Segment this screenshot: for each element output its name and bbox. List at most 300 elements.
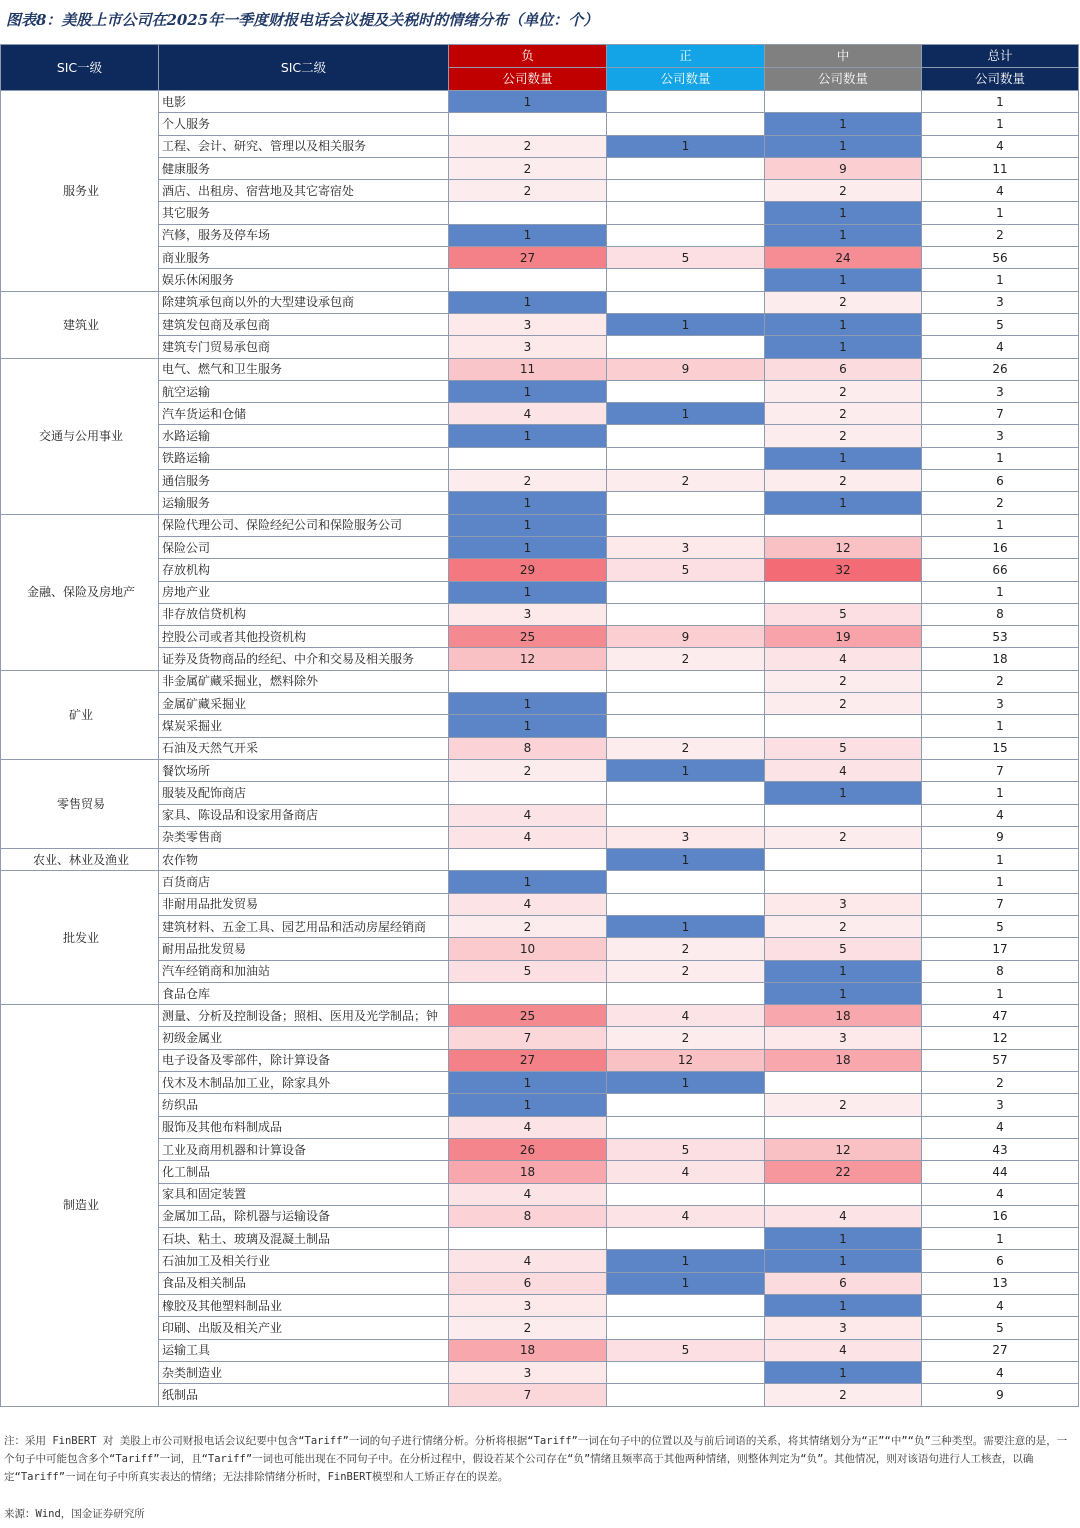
- positive-count-cell: 2: [607, 737, 765, 759]
- table-row: [1, 1138, 1079, 1160]
- table-row: [1, 871, 1079, 893]
- table-row: [1, 470, 1079, 492]
- positive-count-cell: [607, 1094, 765, 1116]
- table-row: [1, 1161, 1079, 1183]
- total-count-cell: 6: [922, 470, 1079, 492]
- table-row: [1, 202, 1079, 224]
- neutral-count-cell: 2: [765, 826, 922, 848]
- table-row: [1, 804, 1079, 826]
- positive-count-cell: [607, 1228, 765, 1250]
- sic2-cell: 纸制品: [159, 1384, 449, 1406]
- table-row: [1, 313, 1079, 335]
- neutral-count-cell: 1: [765, 135, 922, 157]
- sic2-cell: 餐饮场所: [159, 759, 449, 781]
- total-count-cell: 9: [922, 1384, 1079, 1406]
- total-count-cell: 7: [922, 403, 1079, 425]
- table-row: [1, 603, 1079, 625]
- sic2-cell: 食品及相关制品: [159, 1272, 449, 1294]
- negative-count-cell: 12: [449, 648, 607, 670]
- positive-count-cell: 2: [607, 1027, 765, 1049]
- table-row: [1, 581, 1079, 603]
- total-count-cell: 5: [922, 313, 1079, 335]
- table-row: [1, 938, 1079, 960]
- negative-count-cell: 4: [449, 1250, 607, 1272]
- table-row: [1, 782, 1079, 804]
- sic2-cell: 服饰及其他布料制成品: [159, 1116, 449, 1138]
- sic2-cell: 房地产业: [159, 581, 449, 603]
- total-count-cell: 1: [922, 982, 1079, 1004]
- table-row: [1, 715, 1079, 737]
- sic2-cell: 电气、燃气和卫生服务: [159, 358, 449, 380]
- table-row: [1, 403, 1079, 425]
- negative-count-cell: 2: [449, 759, 607, 781]
- sic2-cell: 电子设备及零部件，除计算设备: [159, 1049, 449, 1071]
- positive-count-cell: [607, 1295, 765, 1317]
- table-row: [1, 648, 1079, 670]
- neutral-count-cell: 1: [765, 224, 922, 246]
- neutral-count-cell: 9: [765, 157, 922, 179]
- sic2-cell: 测量、分析及控制设备；照相、医用及光学制品；钟: [159, 1005, 449, 1027]
- total-count-cell: 7: [922, 759, 1079, 781]
- neutral-count-cell: 2: [765, 180, 922, 202]
- total-count-cell: 4: [922, 804, 1079, 826]
- total-count-cell: 8: [922, 960, 1079, 982]
- negative-count-cell: 4: [449, 826, 607, 848]
- positive-count-cell: [607, 804, 765, 826]
- negative-count-cell: 1: [449, 536, 607, 558]
- total-count-cell: 2: [922, 224, 1079, 246]
- positive-count-cell: [607, 224, 765, 246]
- table-row: [1, 759, 1079, 781]
- negative-count-cell: [449, 782, 607, 804]
- neutral-count-cell: 4: [765, 648, 922, 670]
- negative-count-cell: 8: [449, 737, 607, 759]
- positive-count-cell: [607, 1183, 765, 1205]
- negative-count-cell: 18: [449, 1339, 607, 1361]
- footnote: 注：采用 FinBERT 对 美股上市公司财报电话会议纪要中包含“Tariff”一词的句子进行情绪分析。分析将根据“Tariff”一词在句子中的位置以及与前后词语的关系，将其情绪划分为“正”“中”“负”三种类型。需要注意的是，一个句子中可能包含多个“Tariff”一词，且“Tariff”一词也可能出现在不同句子中。在分析过程中，假设若某个公司存在“负”情绪且频率高于其他两种情绪，则整体判定为“负”。其他情况，则对该语句进行人工核查，以确定“Tariff”一词在句子中所真实表达的情绪；无法排除情绪分析时，FinBERT模型和人工矫正存在的误差。: [4, 1435, 1068, 1483]
- table-row: [1, 358, 1079, 380]
- positive-count-cell: [607, 1384, 765, 1406]
- neutral-count-cell: 6: [765, 358, 922, 380]
- sic2-cell: 酒店、出租房、宿营地及其它寄宿处: [159, 180, 449, 202]
- total-count-cell: 15: [922, 737, 1079, 759]
- neutral-count-cell: 6: [765, 1272, 922, 1294]
- negative-count-cell: 1: [449, 425, 607, 447]
- total-count-cell: 4: [922, 336, 1079, 358]
- neutral-count-cell: [765, 514, 922, 536]
- negative-count-cell: 4: [449, 403, 607, 425]
- negative-count-cell: 5: [449, 960, 607, 982]
- sic2-cell: 石块、粘土、玻璃及混凝土制品: [159, 1228, 449, 1250]
- negative-count-cell: 3: [449, 336, 607, 358]
- header-positive: 正: [607, 45, 765, 68]
- total-count-cell: 7: [922, 893, 1079, 915]
- sic2-cell: 服装及配饰商店: [159, 782, 449, 804]
- positive-count-cell: [607, 693, 765, 715]
- negative-count-cell: 1: [449, 581, 607, 603]
- positive-count-cell: 1: [607, 915, 765, 937]
- neutral-count-cell: 32: [765, 559, 922, 581]
- header-negative: 负: [449, 45, 607, 68]
- positive-count-cell: 1: [607, 1250, 765, 1272]
- neutral-count-cell: 4: [765, 1339, 922, 1361]
- neutral-count-cell: 5: [765, 603, 922, 625]
- sic1-cell: 金融、保险及房地产: [1, 514, 159, 670]
- negative-count-cell: 18: [449, 1161, 607, 1183]
- sic1-cell: 批发业: [1, 871, 159, 1005]
- neutral-count-cell: 1: [765, 1361, 922, 1383]
- negative-count-cell: 3: [449, 1361, 607, 1383]
- subheader-positive-count: 公司数量: [607, 68, 765, 91]
- neutral-count-cell: 1: [765, 269, 922, 291]
- negative-count-cell: [449, 1228, 607, 1250]
- total-count-cell: 1: [922, 849, 1079, 871]
- positive-count-cell: [607, 670, 765, 692]
- total-count-cell: 1: [922, 581, 1079, 603]
- neutral-count-cell: 18: [765, 1005, 922, 1027]
- table-row: [1, 113, 1079, 135]
- total-count-cell: 9: [922, 826, 1079, 848]
- table-row: [1, 1384, 1079, 1406]
- total-count-cell: 5: [922, 1317, 1079, 1339]
- positive-count-cell: [607, 447, 765, 469]
- sic2-cell: 除建筑承包商以外的大型建设承包商: [159, 291, 449, 313]
- sic2-cell: 农作物: [159, 849, 449, 871]
- sic2-cell: 家具、陈设品和设家用备商店: [159, 804, 449, 826]
- total-count-cell: 3: [922, 425, 1079, 447]
- neutral-count-cell: 1: [765, 1250, 922, 1272]
- table-row: [1, 1250, 1079, 1272]
- negative-count-cell: 2: [449, 157, 607, 179]
- total-count-cell: 3: [922, 291, 1079, 313]
- table-row: [1, 1116, 1079, 1138]
- table-row: [1, 849, 1079, 871]
- table-row: [1, 1228, 1079, 1250]
- negative-count-cell: 1: [449, 91, 607, 113]
- sic2-cell: 运输服务: [159, 492, 449, 514]
- neutral-count-cell: 12: [765, 1138, 922, 1160]
- table-row: [1, 982, 1079, 1004]
- sic1-cell: 制造业: [1, 1005, 159, 1406]
- total-count-cell: 5: [922, 915, 1079, 937]
- neutral-count-cell: [765, 849, 922, 871]
- sic2-cell: 杂类零售商: [159, 826, 449, 848]
- sic2-cell: 铁路运输: [159, 447, 449, 469]
- negative-count-cell: 1: [449, 1094, 607, 1116]
- sic2-cell: 伐木及木制品加工业，除家具外: [159, 1072, 449, 1094]
- positive-count-cell: [607, 202, 765, 224]
- subheader-neutral-count: 公司数量: [765, 68, 922, 91]
- total-count-cell: 26: [922, 358, 1079, 380]
- positive-count-cell: [607, 91, 765, 113]
- total-count-cell: 4: [922, 180, 1079, 202]
- sic1-cell: 矿业: [1, 670, 159, 759]
- positive-count-cell: [607, 893, 765, 915]
- positive-count-cell: 1: [607, 135, 765, 157]
- sic2-cell: 汽车经销商和加油站: [159, 960, 449, 982]
- negative-count-cell: 25: [449, 1005, 607, 1027]
- total-count-cell: 3: [922, 693, 1079, 715]
- sic2-cell: 非耐用品批发贸易: [159, 893, 449, 915]
- total-count-cell: 4: [922, 1361, 1079, 1383]
- header-sic2: SIC二级: [159, 45, 449, 91]
- total-count-cell: 56: [922, 247, 1079, 269]
- table-row: [1, 380, 1079, 402]
- total-count-cell: 43: [922, 1138, 1079, 1160]
- table-row: [1, 1272, 1079, 1294]
- total-count-cell: 16: [922, 1205, 1079, 1227]
- neutral-count-cell: [765, 1116, 922, 1138]
- sic1-cell: 零售贸易: [1, 759, 159, 848]
- table-row: [1, 893, 1079, 915]
- neutral-count-cell: 2: [765, 470, 922, 492]
- table-row: [1, 1339, 1079, 1361]
- negative-count-cell: 27: [449, 1049, 607, 1071]
- header-neutral: 中: [765, 45, 922, 68]
- positive-count-cell: 2: [607, 938, 765, 960]
- negative-count-cell: 3: [449, 1295, 607, 1317]
- total-count-cell: 8: [922, 603, 1079, 625]
- table-row: [1, 269, 1079, 291]
- sic2-cell: 其它服务: [159, 202, 449, 224]
- table-row: [1, 670, 1079, 692]
- negative-count-cell: [449, 849, 607, 871]
- positive-count-cell: [607, 180, 765, 202]
- table-row: [1, 291, 1079, 313]
- total-count-cell: 2: [922, 670, 1079, 692]
- negative-count-cell: 1: [449, 492, 607, 514]
- neutral-count-cell: [765, 1072, 922, 1094]
- sic2-cell: 控股公司或者其他投资机构: [159, 626, 449, 648]
- table-row: [1, 1072, 1079, 1094]
- positive-count-cell: 5: [607, 559, 765, 581]
- sic2-cell: 水路运输: [159, 425, 449, 447]
- neutral-count-cell: 22: [765, 1161, 922, 1183]
- positive-count-cell: 5: [607, 1138, 765, 1160]
- neutral-count-cell: [765, 871, 922, 893]
- total-count-cell: 1: [922, 113, 1079, 135]
- negative-count-cell: 1: [449, 693, 607, 715]
- neutral-count-cell: 1: [765, 336, 922, 358]
- total-count-cell: 47: [922, 1005, 1079, 1027]
- source-line: 来源：Wind，国金证券研究所: [4, 1508, 145, 1520]
- table-row: [1, 1205, 1079, 1227]
- sic2-cell: 电影: [159, 91, 449, 113]
- positive-count-cell: [607, 157, 765, 179]
- positive-count-cell: [607, 1116, 765, 1138]
- positive-count-cell: 3: [607, 536, 765, 558]
- sentiment-table: [0, 44, 1079, 1407]
- sic2-cell: 纺织品: [159, 1094, 449, 1116]
- negative-count-cell: 2: [449, 470, 607, 492]
- total-count-cell: 4: [922, 1295, 1079, 1317]
- sic2-cell: 工业及商用机器和计算设备: [159, 1138, 449, 1160]
- total-count-cell: 13: [922, 1272, 1079, 1294]
- table-body: [1, 91, 1079, 1407]
- total-count-cell: 4: [922, 1183, 1079, 1205]
- neutral-count-cell: 2: [765, 1094, 922, 1116]
- subheader-negative-count: 公司数量: [449, 68, 607, 91]
- sic2-cell: 食品仓库: [159, 982, 449, 1004]
- total-count-cell: 1: [922, 782, 1079, 804]
- neutral-count-cell: 18: [765, 1049, 922, 1071]
- sic2-cell: 家具和固定装置: [159, 1183, 449, 1205]
- negative-count-cell: [449, 447, 607, 469]
- neutral-count-cell: [765, 581, 922, 603]
- table-row: [1, 1295, 1079, 1317]
- positive-count-cell: [607, 1361, 765, 1383]
- table-row: [1, 247, 1079, 269]
- sic2-cell: 娱乐休闲服务: [159, 269, 449, 291]
- sic2-cell: 非金属矿藏采掘业，燃料除外: [159, 670, 449, 692]
- sic1-cell: 服务业: [1, 91, 159, 292]
- table-row: [1, 1027, 1079, 1049]
- negative-count-cell: 11: [449, 358, 607, 380]
- table-row: [1, 447, 1079, 469]
- sic2-cell: 金属矿藏采掘业: [159, 693, 449, 715]
- table-row: [1, 915, 1079, 937]
- table-row: [1, 626, 1079, 648]
- neutral-count-cell: 1: [765, 782, 922, 804]
- total-count-cell: 57: [922, 1049, 1079, 1071]
- total-count-cell: 44: [922, 1161, 1079, 1183]
- positive-count-cell: [607, 425, 765, 447]
- total-count-cell: 3: [922, 380, 1079, 402]
- positive-count-cell: 5: [607, 247, 765, 269]
- sic1-cell: 建筑业: [1, 291, 159, 358]
- negative-count-cell: 2: [449, 915, 607, 937]
- neutral-count-cell: 2: [765, 380, 922, 402]
- total-count-cell: 1: [922, 514, 1079, 536]
- table-row: [1, 425, 1079, 447]
- negative-count-cell: 1: [449, 871, 607, 893]
- total-count-cell: 12: [922, 1027, 1079, 1049]
- sic2-cell: 个人服务: [159, 113, 449, 135]
- neutral-count-cell: 1: [765, 1295, 922, 1317]
- neutral-count-cell: 1: [765, 982, 922, 1004]
- neutral-count-cell: 1: [765, 492, 922, 514]
- negative-count-cell: [449, 269, 607, 291]
- neutral-count-cell: 4: [765, 1205, 922, 1227]
- sic2-cell: 保险公司: [159, 536, 449, 558]
- neutral-count-cell: 3: [765, 1317, 922, 1339]
- total-count-cell: 4: [922, 1116, 1079, 1138]
- total-count-cell: 53: [922, 626, 1079, 648]
- neutral-count-cell: 2: [765, 915, 922, 937]
- negative-count-cell: 3: [449, 603, 607, 625]
- figure-title: 图表8：美股上市公司在2025年一季度财报电话会议提及关税时的情绪分布（单位：个）: [6, 11, 599, 29]
- positive-count-cell: 2: [607, 960, 765, 982]
- positive-count-cell: 2: [607, 470, 765, 492]
- sic2-cell: 非存放信贷机构: [159, 603, 449, 625]
- positive-count-cell: [607, 291, 765, 313]
- positive-count-cell: [607, 982, 765, 1004]
- negative-count-cell: 1: [449, 715, 607, 737]
- negative-count-cell: [449, 113, 607, 135]
- sic2-cell: 汽车货运和仓储: [159, 403, 449, 425]
- negative-count-cell: 2: [449, 180, 607, 202]
- positive-count-cell: [607, 782, 765, 804]
- table-row: [1, 1361, 1079, 1383]
- table-row: [1, 1094, 1079, 1116]
- neutral-count-cell: 4: [765, 759, 922, 781]
- sic2-cell: 耐用品批发贸易: [159, 938, 449, 960]
- table-row: [1, 737, 1079, 759]
- positive-count-cell: [607, 336, 765, 358]
- positive-count-cell: 1: [607, 403, 765, 425]
- total-count-cell: 4: [922, 135, 1079, 157]
- sic2-cell: 初级金属业: [159, 1027, 449, 1049]
- positive-count-cell: 1: [607, 759, 765, 781]
- negative-count-cell: 2: [449, 1317, 607, 1339]
- sic2-cell: 存放机构: [159, 559, 449, 581]
- subheader-total-count: 公司数量: [922, 68, 1079, 91]
- negative-count-cell: 25: [449, 626, 607, 648]
- positive-count-cell: 4: [607, 1005, 765, 1027]
- total-count-cell: 1: [922, 202, 1079, 224]
- table-row: [1, 826, 1079, 848]
- table-row: [1, 1317, 1079, 1339]
- neutral-count-cell: [765, 715, 922, 737]
- negative-count-cell: 7: [449, 1027, 607, 1049]
- positive-count-cell: [607, 603, 765, 625]
- sic2-cell: 建筑发包商及承包商: [159, 313, 449, 335]
- total-count-cell: 11: [922, 157, 1079, 179]
- negative-count-cell: 4: [449, 1183, 607, 1205]
- neutral-count-cell: 3: [765, 893, 922, 915]
- negative-count-cell: 6: [449, 1272, 607, 1294]
- neutral-count-cell: 1: [765, 202, 922, 224]
- table-row: [1, 180, 1079, 202]
- table-row: [1, 91, 1079, 113]
- sic2-cell: 煤炭采掘业: [159, 715, 449, 737]
- positive-count-cell: [607, 380, 765, 402]
- positive-count-cell: [607, 514, 765, 536]
- neutral-count-cell: 5: [765, 938, 922, 960]
- sic2-cell: 航空运输: [159, 380, 449, 402]
- positive-count-cell: [607, 1317, 765, 1339]
- negative-count-cell: 26: [449, 1138, 607, 1160]
- negative-count-cell: [449, 670, 607, 692]
- neutral-count-cell: 1: [765, 313, 922, 335]
- neutral-count-cell: 2: [765, 1384, 922, 1406]
- neutral-count-cell: [765, 804, 922, 826]
- sic2-cell: 证券及货物商品的经纪、中介和交易及相关服务: [159, 648, 449, 670]
- negative-count-cell: 1: [449, 514, 607, 536]
- sic2-cell: 商业服务: [159, 247, 449, 269]
- table-row: [1, 135, 1079, 157]
- sic2-cell: 保险代理公司、保险经纪公司和保险服务公司: [159, 514, 449, 536]
- neutral-count-cell: 5: [765, 737, 922, 759]
- total-count-cell: 1: [922, 871, 1079, 893]
- table-row: [1, 559, 1079, 581]
- table-row: [1, 1049, 1079, 1071]
- total-count-cell: 2: [922, 492, 1079, 514]
- positive-count-cell: [607, 715, 765, 737]
- positive-count-cell: [607, 871, 765, 893]
- sic2-cell: 百货商店: [159, 871, 449, 893]
- neutral-count-cell: 1: [765, 113, 922, 135]
- total-count-cell: 16: [922, 536, 1079, 558]
- total-count-cell: 3: [922, 1094, 1079, 1116]
- table-row: [1, 224, 1079, 246]
- negative-count-cell: 1: [449, 224, 607, 246]
- sic2-cell: 建筑材料、五金工具、园艺用品和活动房屋经销商: [159, 915, 449, 937]
- positive-count-cell: [607, 492, 765, 514]
- sic2-cell: 汽修，服务及停车场: [159, 224, 449, 246]
- negative-count-cell: 2: [449, 135, 607, 157]
- positive-count-cell: [607, 581, 765, 603]
